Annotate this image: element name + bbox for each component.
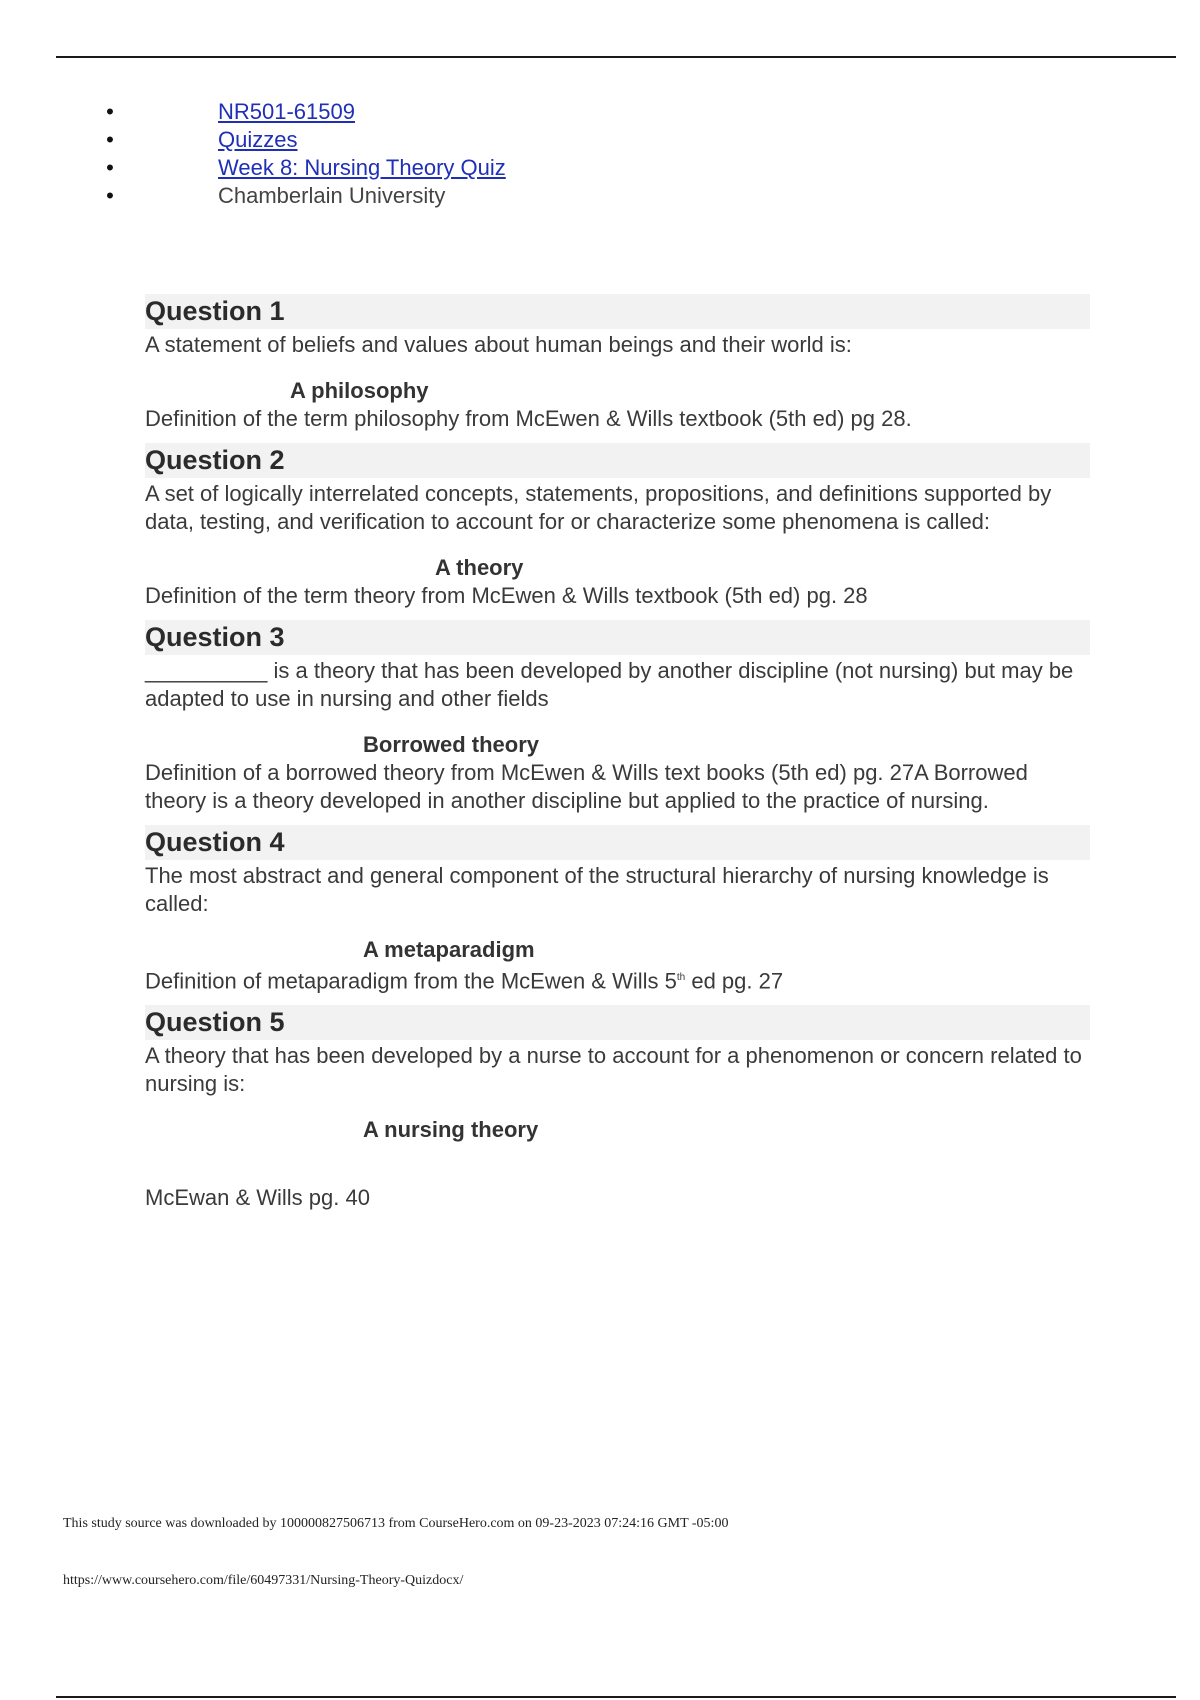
explanation-text: Definition of a borrowed theory from McEwen & Wills text books (5th ed) pg. 27A Borrowed theory is a theory developed in another discipline but applied to the practice of nursing. (145, 760, 1028, 813)
answer-text: A theory (435, 555, 524, 580)
explanation-text: Definition of the term theory from McEwen & Wills textbook (5th ed) pg. 28 (145, 583, 868, 608)
question-text: A set of logically interrelated concepts, statements, propositions, and definitions supported by data, testing, and verification to account for or characterize some phenomena is called: (145, 481, 1052, 534)
explanation-text (145, 964, 1090, 995)
question-text: A theory that has been developed by a nurse to account for a phenomenon or concern related to nursing is: (145, 1043, 1082, 1097)
bottom-rule (56, 1696, 1176, 1698)
question-1 (145, 294, 1090, 433)
source-url[interactable]: https://www.coursehero.com/file/60497331/Nursing-Theory-Quizdocx/ (63, 1573, 464, 1588)
explanation-prefix: Definition of metaparadigm from the McEwen & Wills 5 (145, 968, 677, 994)
answer-text: Borrowed theory (363, 732, 540, 757)
question-text: A statement of beliefs and values about human beings and their world is: (145, 332, 852, 357)
breadcrumb-institution: Chamberlain University (218, 183, 446, 208)
question-title: Question 5 (145, 1005, 1090, 1040)
answer-text: A nursing theory (363, 1117, 539, 1143)
question-4 (145, 825, 1090, 995)
breadcrumb-link-quiz[interactable]: Week 8: Nursing Theory Quiz (218, 155, 506, 180)
explanation-text: Definition of the term philosophy from McEwen & Wills textbook (5th ed) pg 28. (145, 406, 912, 431)
question-title: Question 3 (145, 620, 1090, 655)
bullet-icon: • (106, 127, 114, 152)
ordinal-suffix: th (676, 972, 686, 983)
question-text: __________ is a theory that has been developed by another discipline (not nursing) but may be adapted to use in nursing and other fields (145, 658, 1074, 711)
question-3 (145, 620, 1090, 815)
top-rule (56, 56, 1176, 58)
breadcrumb-link-course[interactable]: NR501-61509 (218, 99, 355, 124)
download-note: This study source was downloaded by 100000827506713 from CourseHero.com on 09-23-2023 07:24:16 GMT -05:00 (63, 1516, 729, 1531)
question-title: Question 1 (145, 294, 1090, 329)
question-2 (145, 443, 1090, 610)
bullet-icon: • (106, 155, 114, 180)
question-text: The most abstract and general component of the structural hierarchy of nursing knowledge is called: (145, 863, 1049, 916)
question-5 (145, 1005, 1090, 1212)
question-list (145, 294, 1090, 1222)
bullet-icon: • (106, 99, 114, 124)
answer-text: A philosophy (290, 378, 429, 403)
question-title: Question 2 (145, 443, 1090, 478)
explanation-text: McEwan & Wills pg. 40 (145, 1185, 370, 1211)
answer-text: A metaparadigm (363, 937, 535, 962)
question-title: Question 4 (145, 825, 1090, 860)
bullet-icon: • (106, 183, 114, 208)
breadcrumb-link-quizzes[interactable]: Quizzes (218, 127, 298, 152)
explanation-suffix: ed pg. 27 (685, 968, 784, 994)
